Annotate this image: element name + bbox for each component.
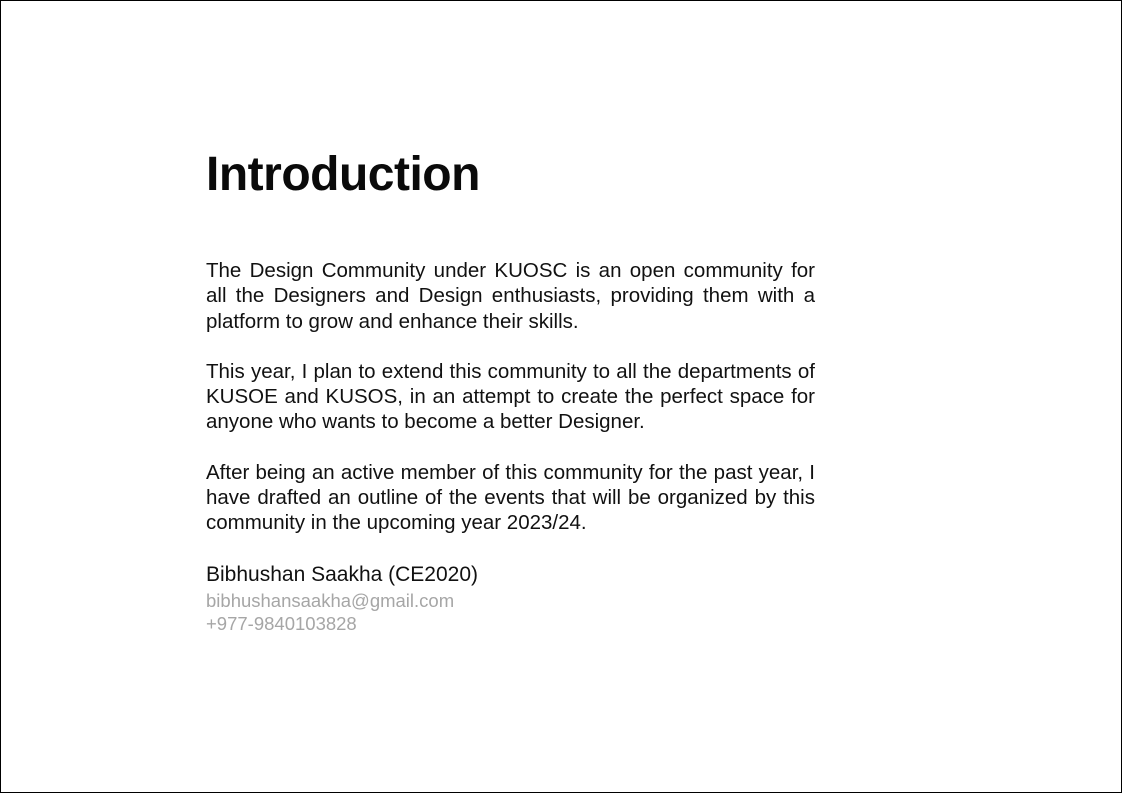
author-name: Bibhushan Saakha (CE2020) <box>206 562 479 586</box>
paragraph-intro: The Design Community under KUOSC is an open community for all the Designers and Design enthusiasts, providing them with a platform to grow and enhance their skills. <box>206 259 815 333</box>
paragraph-plan: This year, I plan to extend this community to all the departments of KUSOE and KUSOS, in an attempt to create the perfect space for anyone who wants to become a better Designer. <box>206 359 815 434</box>
signature-block <box>206 561 815 635</box>
paragraph-outline: After being an active member of this community for the past year, I have drafted an outline of the events that will be organized by this community in the upcoming year 2023/24. <box>206 460 815 535</box>
page-content <box>206 146 815 635</box>
author-phone: +977-9840103828 <box>206 612 357 634</box>
page-title: Introduction <box>206 148 480 201</box>
author-email: bibhushansaakha@gmail.com <box>206 589 455 611</box>
body-text <box>206 258 815 536</box>
